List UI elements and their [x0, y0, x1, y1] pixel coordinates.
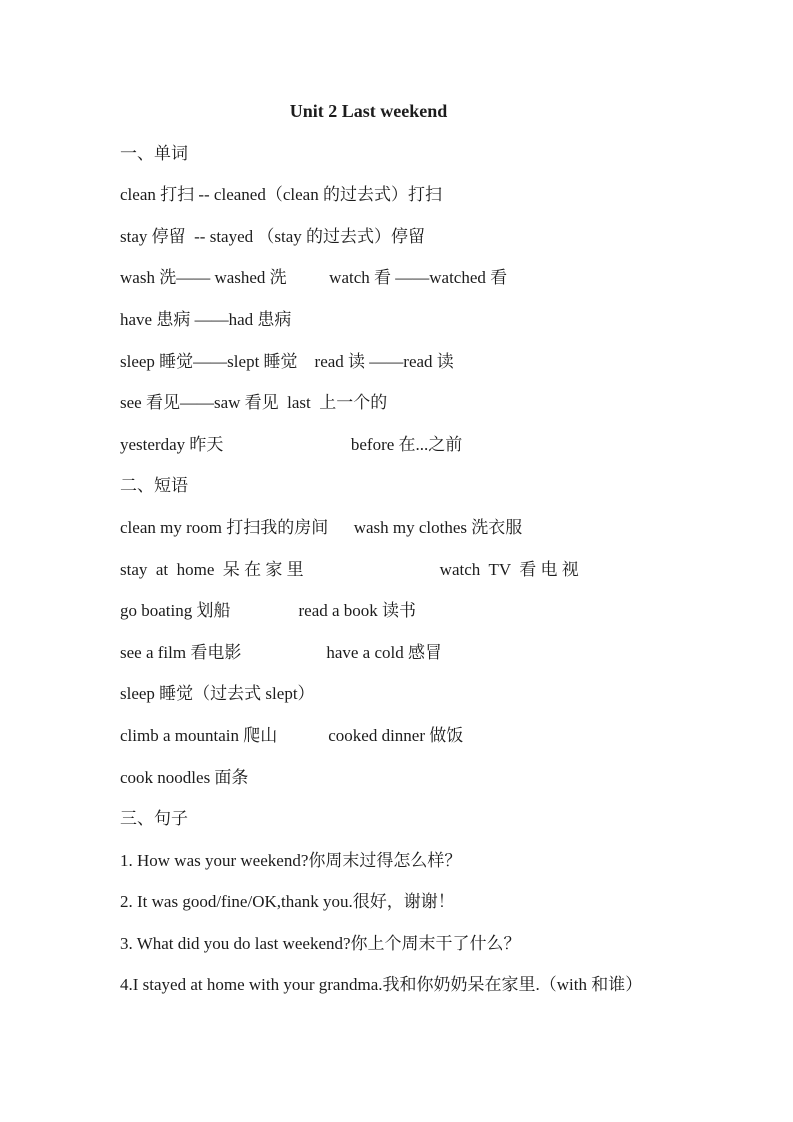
phrase-line: see a film 看电影 have a cold 感冒: [120, 642, 442, 662]
word-pair-line: wash 洗—— washed 洗 watch 看 ——watched 看: [120, 268, 508, 288]
sentence-line: 1. How was your weekend?你周末过得怎么样？: [120, 850, 462, 870]
phrase-line: clean my room 打扫我的房间 wash my clothes 洗衣服: [120, 517, 523, 537]
section-heading-words: 一、单词: [120, 143, 188, 163]
word-pair-line: stay 停留 -- stayed （stay 的过去式）停留: [120, 226, 426, 246]
word-pair-line: sleep 睡觉——slept 睡觉 read 读 ——read 读: [120, 351, 454, 371]
section-heading-sentences: 三、句子: [120, 809, 188, 829]
document-title: Unit 2 Last weekend: [289, 101, 448, 121]
phrase-line: sleep 睡觉（过去式 slept）: [120, 684, 315, 704]
word-pair-line: see 看见——saw 看见 last 上一个的: [120, 393, 388, 413]
sentence-line: 2. It was good/fine/OK,thank you.很好，谢谢！: [120, 892, 455, 912]
phrase-line: climb a mountain 爬山 cooked dinner 做饭: [120, 725, 464, 745]
word-pair-line: yesterday 昨天 before 在...之前: [120, 434, 463, 454]
word-pair-line: have 患病 ——had 患病: [120, 309, 292, 329]
phrase-line: stay at home 呆 在 家 里 watch TV 看 电 视: [120, 559, 579, 579]
word-pair-line: clean 打扫 -- cleaned（clean 的过去式）打扫: [120, 185, 442, 205]
sentence-line: 4.I stayed at home with your grandma.我和你奶奶呆在家里.（with 和谁）: [120, 975, 643, 995]
sentence-line: 3. What did you do last weekend?你上个周末干了什么？: [120, 933, 521, 953]
section-heading-phrases: 二、短语: [120, 476, 188, 496]
phrase-line: go boating 划船 read a book 读书: [120, 601, 417, 621]
document-content: [120, 91, 773, 1006]
phrase-line: cook noodles 面条: [120, 767, 249, 787]
